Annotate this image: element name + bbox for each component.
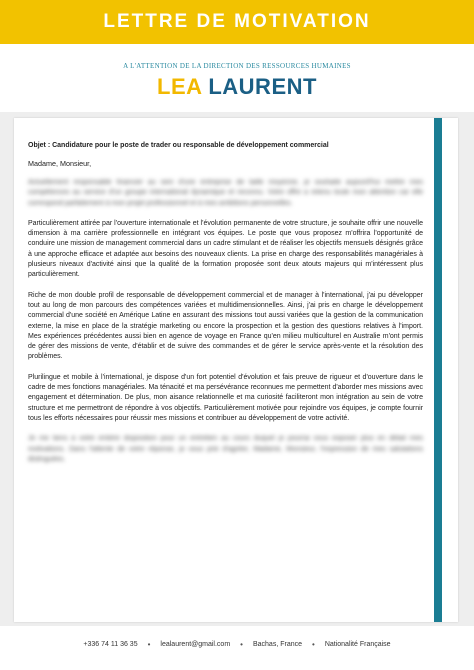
applicant-name	[0, 74, 474, 100]
bullet-separator-icon: •	[147, 639, 151, 649]
letter-subject: Objet : Candidature pour le poste de trader ou responsable de développement commercial	[28, 142, 329, 149]
attention-line: A L'ATTENTION DE LA DIRECTION DES RESSOURCES HUMAINES	[123, 62, 351, 70]
letter-salutation: Madame, Monsieur,	[28, 159, 92, 168]
contact-footer	[0, 630, 474, 658]
footer-email: lealaurent@gmail.com	[160, 640, 231, 648]
blurred-intro-paragraph: Actuellement responsable financier au sein d'une entreprise de taille moyenne, je souhaite aujourd'hui mettre mes compétences au service d'un groupe international dynamique et reconnu. Votre offre a retenu toute mon attention car elle correspond parfaitement à mon projet professionnel et à mes ambitions personnelles.	[28, 179, 423, 207]
body-paragraph-2: Riche de mon double profil de responsable de développement commercial et de manager à l'international, j'ai pu développer tout au long de mon parcours des compétences variées et multidimensionnelles. Ainsi, j'ai pris en charge le développement commercial d'une société en Amérique Latine en assurant des missions tout aussi variées que la gestion de la communication externe, la mise en place de la stratégie marketing ou encore la prospection et la gestion des questions relatives à l'import. Mes expériences précédentes aussi bien en agence de voyage en France qu'en milieu multiculturel en Australie m'ont permis de gérer des missions de vente, d'établir et de suivre des commandes et de gérer le service après-vente et la résolution des problèmes.	[28, 291, 423, 361]
body-paragraph-1: Particulièrement attirée par l'ouverture internationale et l'évolution permanente de votre structure, je souhaite offrir une nouvelle dimension à ma carrière professionnelle en intégrant vos équipes. Le poste que vous proposez m'offrira l'opportunité de conduire une mission de management commercial dans un cadre stimulant et de réaliser les objectifs mensuels désignés grâce à une approche efficace et adaptée aux besoins des nouveaux clients. La prise en charge des responsabilités managériales à plusieurs niveaux d'activité ainsi que la qualité de la formation proposée sont deux atouts majeurs qui m'intéressent plus particulièrement.	[28, 219, 423, 279]
blurred-closing-paragraph: Je me tiens à votre entière disposition pour un entretien au cours duquel je pourrai vous exposer plus en détail mes motivations. Dans l'attente de votre réponse, je vous prie d'agréer, Madame, Monsieur, l'expression de mes salutations distinguées.	[28, 435, 423, 463]
header	[0, 44, 474, 112]
body-paragraph-3: Plurilingue et mobile à l'international, je dispose d'un fort potentiel d'évolution et fais preuve de rigueur et d'ouverture dans le cadre de mes fonctions managériales. Ma ténacité et ma persévérance reconnues me permettent d'aborder mes missions avec engagement et détermination. De plus, mon aisance relationnelle et ma curiosité faciliteront mon intégration au sein de votre structure et me permettront de répondre à vos objectifs. Particulièrement motivée pour rejoindre vos équipes, je compte fournir tous les efforts nécessaires pour réussir mes missions et contribuer au développement de votre activité.	[28, 373, 423, 422]
accent-bar	[434, 118, 442, 622]
first-name: LEA	[157, 74, 202, 99]
last-name: LAURENT	[208, 74, 317, 99]
footer-phone: +336 74 11 36 35	[83, 640, 138, 648]
bullet-separator-icon: •	[240, 639, 243, 649]
bullet-separator-icon: •	[312, 639, 315, 649]
footer-nationality: Nationalité Française	[324, 640, 391, 648]
document-title: LETTRE DE MOTIVATION	[103, 11, 371, 32]
letter-body	[28, 142, 423, 475]
footer-city: Bachas, France	[252, 640, 302, 648]
title-banner	[0, 0, 474, 44]
